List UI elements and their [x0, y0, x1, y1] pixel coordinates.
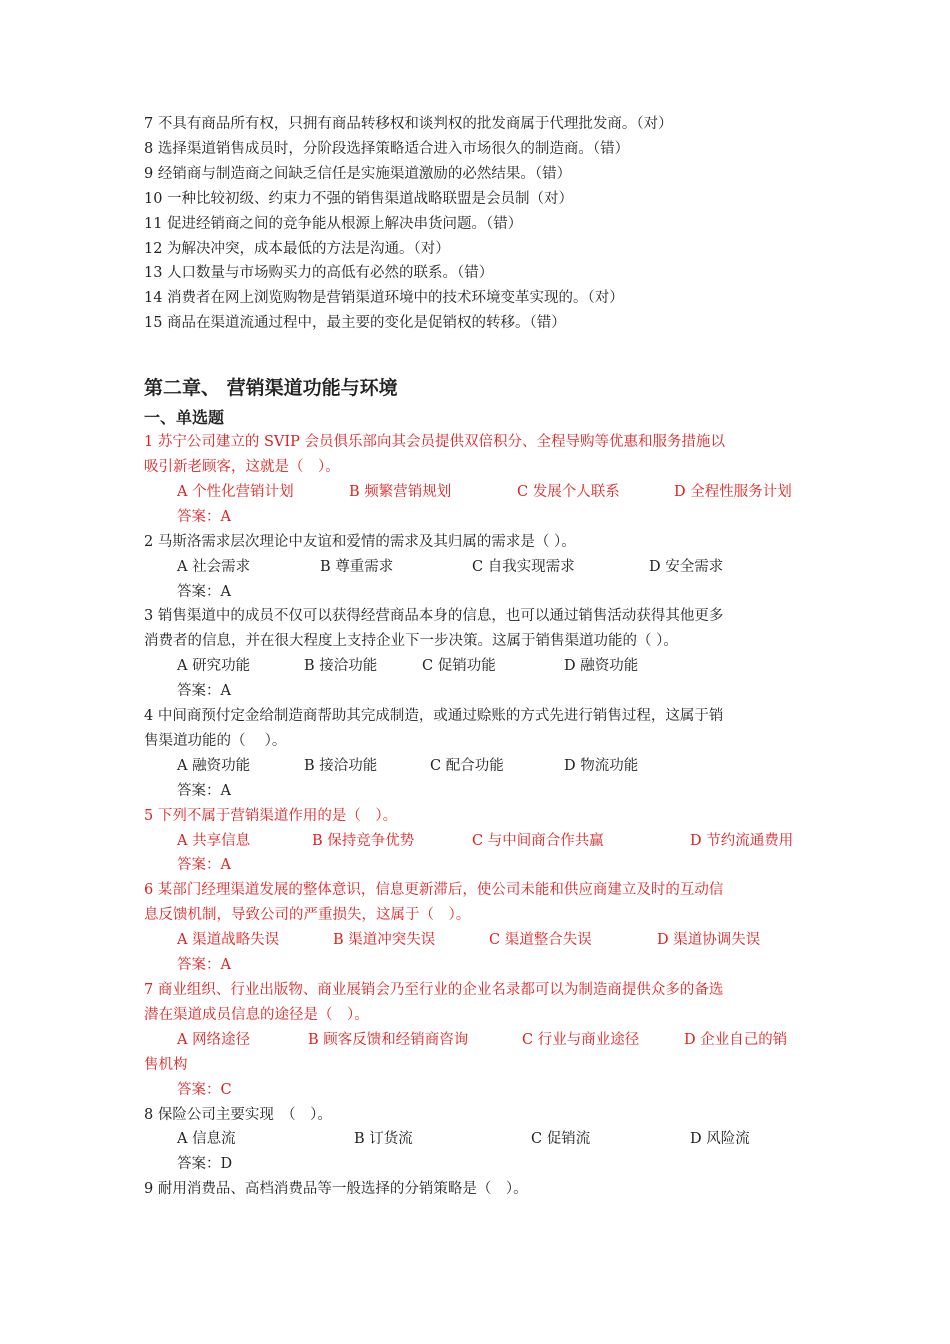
judgment-item: 7 不具有商品所有权，只拥有商品转移权和谈判权的批发商属于代理批发商。（对）: [144, 116, 673, 132]
option-c: C 行业与商业途径: [522, 1031, 640, 1048]
option-b: B 频繁营销规划: [349, 483, 452, 500]
judgment-item: 15 商品在渠道流通过程中，最主要的变化是促销权的转移。（错）: [144, 315, 566, 332]
question-text: 2 马斯洛需求层次理论中友谊和爱情的需求及其归属的需求是（ ）。: [144, 533, 576, 550]
option-row: [144, 480, 810, 505]
question-text: 7 商业组织、行业出版物、商业展销会乃至行业的企业名录都可以为制造商提供众多的备选: [144, 982, 724, 998]
option-b: B 顾客反馈和经销商咨询: [308, 1031, 469, 1048]
option-d: D 节约流通费用: [690, 832, 794, 849]
answer: 答案：A: [177, 508, 231, 525]
question-8: [144, 1103, 810, 1178]
option-c: C 配合功能: [430, 757, 504, 774]
question-1: [144, 430, 810, 530]
option-d-continued: 售机构: [144, 1056, 188, 1073]
option-c: C 发展个人联系: [517, 483, 620, 500]
option-c: C 自我实现需求: [472, 558, 575, 575]
section-title: 一、单选题: [144, 408, 225, 428]
question-3: [144, 604, 810, 704]
option-b: B 尊重需求: [320, 558, 394, 575]
option-b: B 渠道冲突失误: [333, 932, 436, 949]
option-row: [144, 754, 810, 779]
question-text: 8 保险公司主要实现 （ ）。: [144, 1106, 332, 1123]
question-text: 3 销售渠道中的成员不仅可以获得经营商品本身的信息，也可以通过销售活动获得其他更多: [144, 608, 724, 625]
judgment-item: 11 促进经销商之间的竞争能从根源上解决串货问题。（错）: [144, 215, 523, 232]
judgment-item: 13 人口数量与市场购买力的高低有必然的联系。（错）: [144, 265, 494, 282]
option-d: D 全程性服务计划: [674, 483, 792, 500]
option-a: A 社会需求: [177, 558, 251, 575]
answer: 答案：A: [177, 782, 231, 799]
option-a: A 融资功能: [177, 757, 251, 774]
option-a: A 信息流: [177, 1131, 236, 1148]
option-b: B 订货流: [354, 1131, 413, 1148]
option-a: A 渠道战略失误: [177, 932, 280, 949]
chapter-title: 第二章、 营销渠道功能与环境: [144, 377, 398, 400]
question-text: 吸引新老顾客，这就是（ ）。: [144, 459, 340, 476]
answer: 答案：D: [177, 1156, 233, 1173]
option-row: [144, 1028, 810, 1053]
question-4: [144, 704, 810, 804]
option-d: D 风险流: [690, 1131, 750, 1148]
option-d: D 安全需求: [649, 558, 724, 575]
option-a: A 研究功能: [177, 658, 251, 675]
question-text: 售渠道功能的（ ）。: [144, 732, 287, 749]
option-d: D 融资功能: [564, 658, 639, 675]
question-2: [144, 530, 810, 605]
question-text: 1 苏宁公司建立的 SVIP 会员俱乐部向其会员提供双倍积分、全程导购等优惠和服务措施以: [144, 434, 725, 451]
answer: 答案：C: [177, 1081, 232, 1098]
answer: 答案：A: [177, 957, 231, 974]
question-text: 5 下列不属于营销渠道作用的是（ ）。: [144, 807, 398, 824]
question-text: 消费者的信息，并在很大程度上支持企业下一步决策。这属于销售渠道功能的（ ）。: [144, 633, 678, 650]
option-b: B 接洽功能: [304, 658, 378, 675]
judgment-item: 14 消费者在网上浏览购物是营销渠道环境中的技术环境变革实现的。（对）: [144, 290, 624, 307]
option-a: A 网络途径: [177, 1031, 251, 1048]
answer: 答案：A: [177, 583, 231, 600]
judgment-item: 12 为解决冲突，成本最低的方法是沟通。（对）: [144, 240, 450, 257]
question-7: [144, 978, 810, 1103]
judgment-item: 8 选择渠道销售成员时，分阶段选择策略适合进入市场很久的制造商。（错）: [144, 140, 630, 157]
option-row: [144, 654, 810, 679]
option-row: [144, 555, 810, 580]
option-row: [144, 928, 810, 953]
option-d: D 物流功能: [564, 757, 639, 774]
option-c: C 与中间商合作共赢: [472, 832, 604, 849]
option-a: A 个性化营销计划: [177, 483, 294, 500]
option-b: B 接洽功能: [304, 757, 378, 774]
question-text: 4 中间商预付定金给制造商帮助其完成制造，或通过赊账的方式先进行销售过程，这属于销: [144, 708, 724, 725]
option-c: C 渠道整合失误: [489, 932, 592, 949]
question-text: 9 耐用消费品、高档消费品等一般选择的分销策略是（ ）。: [144, 1181, 528, 1198]
option-d: D 企业自己的销: [684, 1031, 788, 1048]
answer: 答案：A: [177, 683, 231, 700]
question-text: 潜在渠道成员信息的途径是（ ）。: [144, 1006, 369, 1023]
option-row: [144, 1127, 810, 1152]
question-6: [144, 878, 810, 978]
question-9: [144, 1177, 810, 1202]
option-row: [144, 829, 810, 854]
question-text: 6 某部门经理渠道发展的整体意识，信息更新滞后，使公司未能和供应商建立及时的互动信: [144, 882, 724, 899]
option-d: D 渠道协调失误: [657, 932, 761, 949]
judgment-item: 9 经销商与制造商之间缺乏信任是实施渠道激励的必然结果。（错）: [144, 165, 572, 182]
document-page: [144, 112, 810, 1202]
question-text: 息反馈机制，导致公司的严重损失，这属于（ ）。: [144, 907, 471, 924]
option-c: C 促销功能: [422, 658, 496, 675]
answer: 答案：A: [177, 857, 231, 874]
option-c: C 促销流: [531, 1131, 591, 1148]
option-a: A 共享信息: [177, 832, 251, 849]
judgment-item: 10 一种比较初级、约束力不强的销售渠道战略联盟是会员制（对）: [144, 190, 574, 207]
judgment-list: [144, 112, 810, 336]
question-5: [144, 804, 810, 879]
option-b: B 保持竞争优势: [312, 832, 415, 849]
